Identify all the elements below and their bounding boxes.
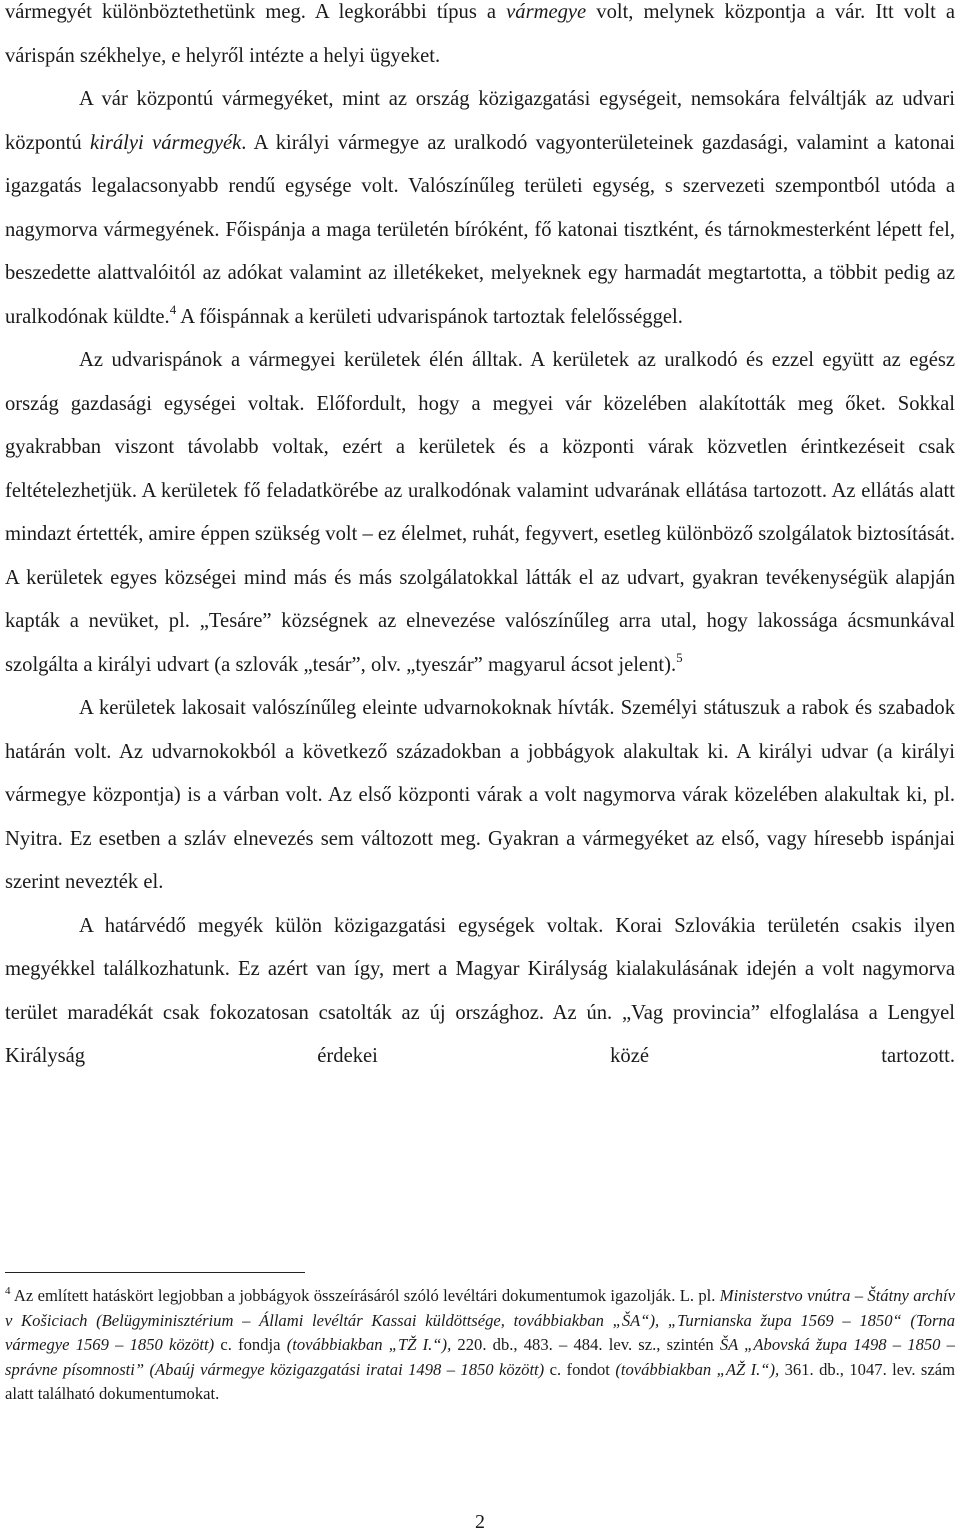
- paragraph-1-text-b: volt, melynek központja a vár. Itt volt a várispán székhelye, e helyről intézte a helyi ügyeket.: [5, 1, 956, 67]
- footnote-text-c: 220. db., 483. – 484. lev. sz., szintén: [451, 1335, 720, 1354]
- body-text: [5, 0, 955, 1079]
- paragraph-2-text-c: A főispánnak a kerületi udvarispánok tartoztak felelősséggel.: [176, 305, 683, 328]
- paragraph-1: [5, 0, 955, 78]
- paragraph-3: [5, 339, 955, 687]
- footnote-text-e: 361. db., 1047. lev. szám alatt található dokumentumokat.: [5, 1359, 955, 1403]
- paragraph-2-text-b: . A királyi vármegye az uralkodó vagyonterületeinek gazdasági, valamint a katonai igazgatás legalacsonyabb rendű egysége volt. Valószínűleg területi egység, s szervezeti szempontból utóda a nagymorva vármegyének. Főispánja a maga területén bíróként, fő katonai tisztként, és tárnokmesterként lépett fel, beszedette alattvalóitól az adókat valamint az illetékeket, melyeknek egy harmadát megtartotta, a többit pedig az uralkodónak küldte.: [5, 131, 955, 328]
- footnote-text-a: Az említett hatáskört legjobban a jobbágyok összeírásáról szóló levéltári dokumentumok igazolják. L. pl.: [10, 1286, 720, 1305]
- paragraph-5-text: A határvédő megyék külön közigazgatási egységek voltak. Korai Szlovákia területén csakis ilyen megyékkel találkozhatunk. Ez azért van így, mert a Magyar Királyság kialakulásának idején a volt nagymorva terület maradékát csak fokozatosan csatolták az új országhoz. Az ún. „Vag provincia” elfoglalása a Lengyel Királyság érdekei közé tartozott.: [5, 914, 955, 1067]
- footnote-abbrev-tz: (továbbiakban „TŽ I.“),: [286, 1335, 452, 1354]
- page-number: 2: [475, 1511, 485, 1533]
- footnote-ref-5[interactable]: 5: [676, 649, 683, 665]
- footnote-ref-4[interactable]: 4: [169, 301, 177, 317]
- footnote-abbrev-az: (továbbiakban „AŽ I.“),: [615, 1359, 780, 1379]
- term-kiralyi-varmegyek: királyi vármegyék: [90, 131, 242, 154]
- footnote-number: 4: [5, 1285, 11, 1297]
- footnote-separator: [5, 1272, 305, 1273]
- footnote-archive-name: Ministerstvo vnútra – Štátny archív v Košiciach (Belügyminisztérium – Állami levéltár Kassai küldöttsége, továbbiakban „ŠA“), „Turnianska župa 1569 – 1850“ (Torna vármegye 1569 – 1850 között): [5, 1286, 955, 1354]
- paragraph-3-text: Az udvarispánok a vármegyei kerületek élén álltak. A kerületek az uralkodó és ezzel együtt az egész ország gazdasági egységei voltak. Előfordult, hogy a megyei vár közelében alakították meg őket. Sokkal gyakrabban viszont távolabb voltak, ezért a kerületek és a központi várak közvetlen érintkezéseit csak feltételezhetjük. A kerületek fő feladatkörébe az uralkodónak valamint udvarának ellátása tartozott. Az ellátás alatt mindazt értették, amire éppen szükség volt – ez élelmet, ruhát, fegyvert, esetleg különböző szolgálatok biztosítását. A kerületek egyes községei mind más és más szolgálatokkal látták el az udvart, gyakran tevékenységük alapján kapták a nevüket, pl. „Tesáre” községnek az elnevezése valószínűleg arra utal, hogy lakossága ácsmunkával szolgálta a királyi udvart (a szlovák „tesár”, olv. „tyeszár” magyarul ácsot jelent).: [5, 349, 955, 676]
- term-varmegye: vármegye: [506, 1, 587, 23]
- paragraph-5: [5, 905, 955, 1079]
- footnote-fond-abov: ŠA „Abovská župa 1498 – 1850 – správne písomnosti” (Abaúj vármegye közigazgatási iratai 1498 – 1850 között): [5, 1335, 955, 1379]
- footnote-text-b: c. fondja: [214, 1335, 287, 1354]
- footnote-4: [5, 1284, 955, 1407]
- footnote-text-d: c. fondot: [544, 1359, 616, 1379]
- paragraph-4: [5, 687, 955, 905]
- paragraph-4-text: A kerületek lakosait valószínűleg eleinte udvarnokoknak hívták. Személyi státuszuk a rabok és szabadok határán volt. Az udvarnokokból a következő századokban a jobbágyok alakultak ki. A királyi udvar (a királyi vármegye központja) is a várban volt. Az első központi várak a volt nagymorva várak közelében alakultak ki, pl. Nyitra. Ez esetben a szláv elnevezés sem változott meg. Gyakran a vármegyéket az első, vagy híresebb ispánjai szerint nevezték el.: [5, 697, 955, 893]
- paragraph-2: [5, 78, 955, 339]
- paragraph-2-text-a: A vár központú vármegyéket, mint az ország közigazgatási egységeit, nemsokára felváltják az udvari központú: [5, 88, 955, 154]
- paragraph-1-text-a: vármegyét különböztethetünk meg. A legkorábbi típus a: [5, 1, 507, 23]
